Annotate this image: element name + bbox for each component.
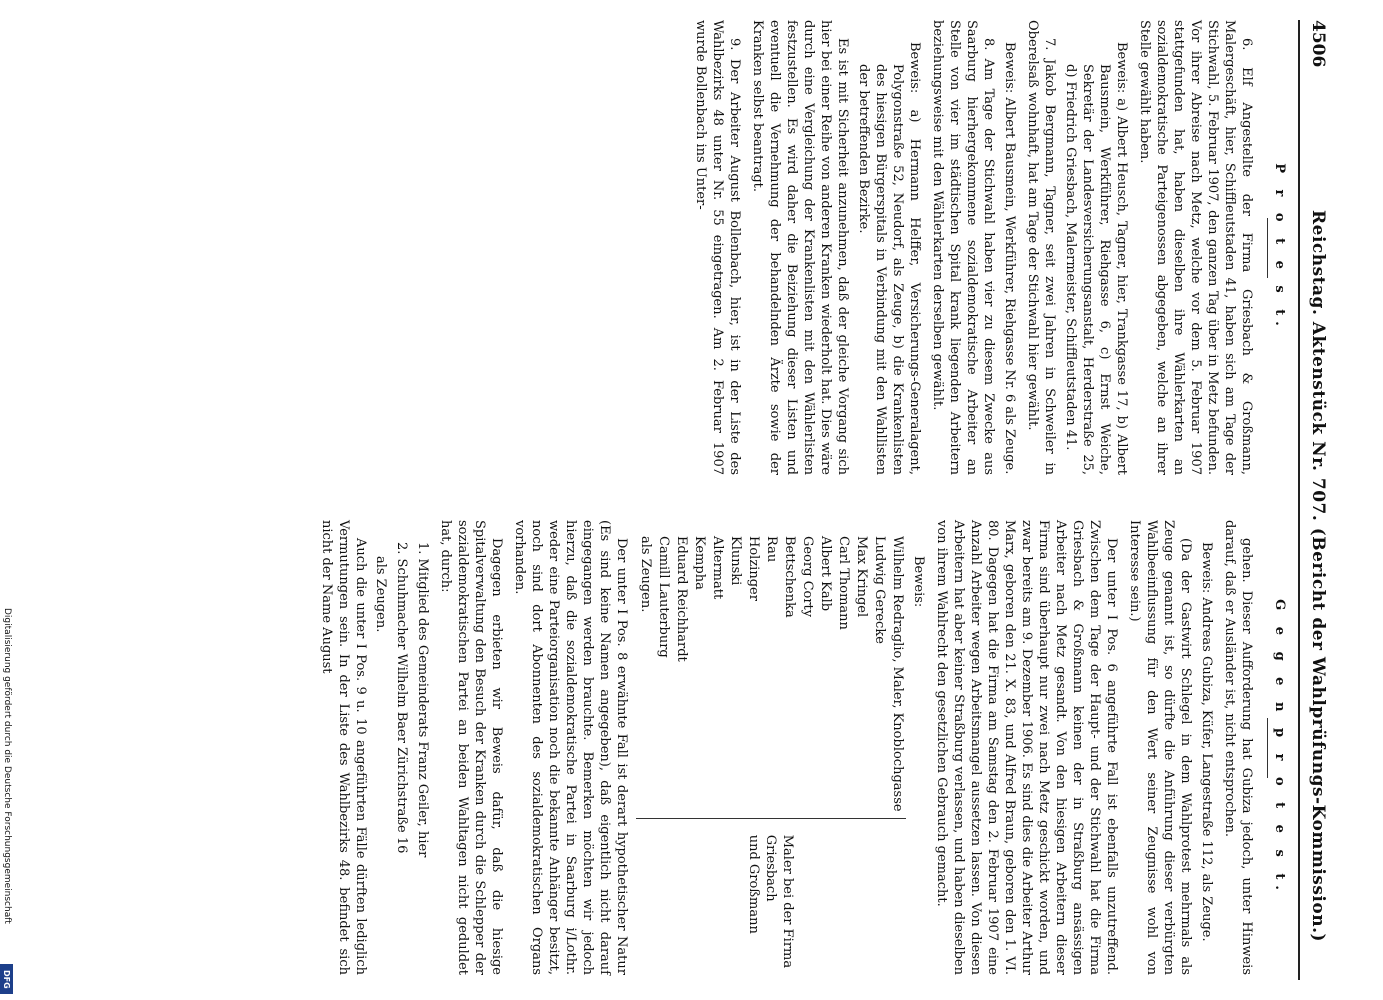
counter-paragraph-4: Der unter I Pos. 8 erwähnte Fall ist derart hypothetischer Natur (Es sind keine Namen angegeben), daß eigentlich nicht darauf eingegangen werden brauchte. Bemerken möchten wir jedoch hierzu, daß die sozialdemokratische Partei in Saarburg i/Lothr. weder eine Parteiorganisation noch die bekannte Anhänger besitzt, noch sind dort Abonnenten des sozialdemokratischen Organs vorhanden. bbox=[512, 520, 629, 975]
digitization-credit: Digitalisierung gefördert durch die Deutsche Forschungsgemeinschaft bbox=[2, 608, 12, 924]
paragraph-8-evidence: Beweis: a) Hermann Helffer, Versicherungs-Generalagent, Polygonstraße 52, Neudorf, als Zeuge, b) die Krankenlisten des hiesigen Bürgerspitals in Verbindung mit den Wahllisten der betreffenden Bezirke. bbox=[856, 42, 922, 475]
paragraph-8-continued: Es ist mit Sicherheit anzunehmen, daß der gleiche Vorgang sich hier bei einer Reihe von anderen Kranken wiederholt hat. Dies wäre durch eine Vergleichung der Krankenlisten mit den Wählerlisten festzustellen. Es wird daher die Beiziehung dieser Listen und eventuell die Vernehmung der behandelnden Ärzte sowie der Kranken selbst beantragt. bbox=[750, 20, 850, 475]
counter-witness-1: 1. Mitglied des Gemeinderats Franz Geiler, hier bbox=[415, 542, 430, 858]
witness-name: Rau bbox=[764, 536, 779, 563]
protest-column bbox=[686, 20, 1288, 475]
witness-name: Altermatt bbox=[710, 536, 725, 600]
page-title: Reichstag. Aktenstück Nr. 707. (Bericht der Wahlprüfungs-Kommission.) bbox=[1308, 210, 1328, 943]
witness-list bbox=[636, 536, 906, 975]
paragraph-6-evidence: Beweis: a) Albert Heusch, Tagner, hier, Trankgasse 17, b) Albert Bausmein, Werkführer, Riehgasse 6, c) Ernst Weiche, Sekretär der Landesversicherungsanstalt, Herderstraße 25, d) Friedrich Griesbach, Malermeister, Schiffleutstaden 41. bbox=[1063, 42, 1129, 475]
witness-name: Bettschenka bbox=[782, 536, 797, 618]
witness-note bbox=[745, 835, 906, 968]
witness-name: Kempha bbox=[692, 536, 707, 590]
witness-name: Albert Kalb bbox=[818, 536, 833, 612]
witness-name: Carl Thomann bbox=[836, 536, 851, 630]
page-number: 4506 bbox=[1308, 20, 1328, 68]
dfg-logo: DFG bbox=[0, 964, 13, 994]
witness-list-tail: als Zeugen. bbox=[638, 536, 653, 613]
witness-name: Georg Corty bbox=[800, 536, 815, 618]
witness-name: Wilhelm Redraglio, Maler, Knoblochgasse bbox=[890, 536, 905, 812]
witness-note-line-1: Maler bei der Firma bbox=[780, 834, 795, 969]
protest-heading: P r o t e s t. bbox=[1267, 20, 1288, 475]
counter-paragraph-1: gehen. Dieser Aufforderung hat Gubiza jedoch, unter Hinweis darauf, daß er Ausländer ist, nicht entsprochen. bbox=[1222, 520, 1254, 975]
counter-paragraph-2: (Da der Gastwirt Schlegel in dem Wahlprotest mehrmals als Zeuge genannt ist, so dürfte die Anführung dieser verbürgten Wahlbeeinflussung für den Wert seiner Zeugnisse wohl von Interesse sein.) bbox=[1127, 520, 1193, 975]
witness-name: Eduard Reichhardt bbox=[674, 536, 689, 662]
counter-witness-tail: als Zeugen. bbox=[373, 556, 388, 633]
page-header bbox=[1298, 20, 1334, 980]
counter-paragraph-5: Dagegen erbieten wir Beweis dafür, daß die hiesige Spitalverwaltung den Besuch der Kranken durch die Schlepper der sozialdemokratischen Partei an beiden Wahltagen nicht geduldet hat, durch: bbox=[438, 520, 504, 975]
witness-name: Max Kringel bbox=[854, 536, 869, 618]
paragraph-7: 7. Jakob Bergmann, Tagner, seit zwei Jahren in Schweiler in Oberelsaß wohnhaft, hat am Tage der Stichwahl hier gewählt. bbox=[1025, 20, 1057, 475]
counter-protest-heading: G e g e n p r o t e s t. bbox=[1267, 520, 1288, 975]
counter-paragraph-6: Auch die unter I Pos. 9 u. 10 angeführten Fälle dürften lediglich Vermutungen sein. In der Liste des Wahlbezirks 48. befindet sich nicht der Name August bbox=[319, 520, 368, 975]
counter-protest-column bbox=[312, 520, 1288, 975]
witness-name: Klunski bbox=[728, 536, 743, 586]
witness-name: Camill Lauterburg bbox=[656, 536, 671, 658]
witness-note-line-3: und Großmann bbox=[746, 834, 761, 934]
counter-paragraph-1-evidence: Beweis: Andreas Gubiza, Küfer, Langestraße 112, als Zeuge. bbox=[1199, 542, 1214, 942]
paragraph-6: 6. Elf Angestellte der Firma Griesbach & Großmann, Malergeschäft, hier, Schiffleutstaden 41, haben sich am Tage der Stichwahl, 5. Februar 1907, den ganzen Tag über in Metz befunden. Vor ihrer Abreise nach Metz, welche vor dem 5. Februar 1907 stattgefunden hat, haben dieselben ihre Wählerkarten an sozialdemokratische Parteigenossen abgegeben, welche an ihrer Stelle gewählt haben. bbox=[1137, 20, 1254, 475]
witness-name: Ludwig Gerecke bbox=[872, 536, 887, 644]
counter-witness-2: 2. Schuhmacher Wilhelm Baer Zürichstraße 16 bbox=[394, 542, 409, 854]
witness-names bbox=[636, 536, 906, 819]
counter-paragraph-3-evidence: Beweis: bbox=[911, 556, 926, 608]
counter-paragraph-3: Der unter I Pos. 6 angeführte Fall ist ebenfalls unzutreffend. Zwischen dem Tage der Haupt- und der Stichwahl hat die Firma Griesbach & Großmann keinen der in Straßburg ansässigen Arbeiter nach Metz gesandt. Von den hiesigen Arbeitern dieser Firma sind überhaupt nur zwei nach Metz geschickt worden, und zwar bereits am 9. Dezember 1906. Es sind dies die Arbeiter Arthur Marx, geboren den 21. X. 83, und Alfred Braun, geboren den 1. VI. 80. Dagegen hat die Firma am Samstag den 2. Februar 1907 eine Anzahl Arbeiter wegen Arbeitsmangel aussetzen lassen. Von diesen Arbeitern hat aber keiner Straßburg verlassen, und haben dieselben von ihrem Wahlrecht den gesetzlichen Gebrauch gemacht. bbox=[934, 520, 1119, 975]
witness-name: Holzinger bbox=[746, 536, 761, 601]
paragraph-9: 9. Der Arbeiter August Bollenbach, hier, ist in der Liste des Wahlbezirks 48 unter Nr. 55 eingetragen. Am 2. Februar 1907 wurde Bollenbach ins Unter- bbox=[693, 20, 742, 475]
paragraph-7-evidence: Beweis: Albert Bausmein, Werkführer, Riehgasse Nr. 6 als Zeuge. bbox=[1002, 42, 1017, 475]
witness-note-line-2: Griesbach bbox=[763, 834, 778, 902]
paragraph-8: 8. Am Tage der Stichwahl haben vier zu diesem Zwecke aus Saarburg hierhergekommene sozialdemokratische Arbeiter an Stelle von vier im städtischen Spital krank liegenden Arbeitern beziehungsweise mit den Wählerkarten derselben gewählt. bbox=[930, 20, 996, 475]
